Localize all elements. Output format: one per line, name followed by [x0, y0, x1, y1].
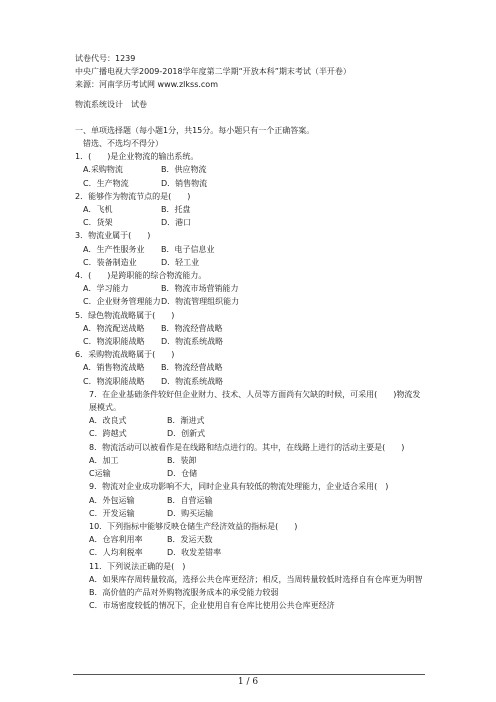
option: A．学习能力: [83, 284, 129, 294]
question-options: [75, 427, 425, 440]
question-options: [75, 494, 425, 507]
option: D．购买运输: [167, 508, 214, 518]
question-stem: 1．( )是企业物流的输出系统。: [75, 152, 199, 162]
page-number: 1 / 6: [237, 677, 259, 687]
section-heading: 一、单项选择题（每小题1分，共15分。每小题只有一个正确答案。: [75, 125, 315, 135]
question-options: [75, 507, 425, 520]
option: B．物流市场营销能力: [161, 284, 239, 294]
option: C运输: [89, 469, 111, 479]
option: C．物流职能战略: [83, 337, 145, 347]
option: B．发运天数: [167, 535, 213, 545]
option: B．物流经营战略: [161, 363, 223, 373]
question-stem: 7．在企业基础条件较好但企业财力、技术、人员等方面尚有欠缺的时候，可采用( )物流发展模式。: [89, 389, 421, 413]
question-options: [75, 375, 425, 388]
question-options: [75, 533, 425, 546]
question-stem: 8．物流活动可以被看作是在线路和结点进行的。其中，在线路上进行的活动主要是( ): [89, 442, 405, 452]
option: C．企业财务管理能力: [83, 297, 161, 307]
option: D．物流管理组织能力: [161, 297, 240, 307]
option: B．电子信息业: [161, 244, 215, 254]
option: D．创新式: [167, 429, 206, 439]
question-options: [75, 163, 425, 176]
question-stem: 10．下列指标中能够反映仓储生产经济效益的指标是( ): [89, 521, 298, 531]
option: D．销售物流: [161, 178, 208, 188]
exam-source: 来源：河南学历考试网 www.zlkss.com: [75, 80, 218, 90]
option: C．市场密度较低的情况下，企业使用自有仓库比使用公共仓库更经济: [89, 601, 335, 611]
option: D．轻工业: [161, 257, 200, 267]
option: C．货架: [83, 218, 113, 228]
option: B．托盘: [161, 205, 191, 215]
question-options: [75, 203, 425, 216]
question-options: [75, 256, 425, 269]
question-options: [75, 546, 425, 559]
option: D．收发差错率: [167, 548, 222, 558]
question-options: [75, 335, 425, 348]
question-options: [75, 282, 425, 295]
option: B．物流经营战略: [161, 323, 223, 333]
option: C．人均利税率: [89, 548, 143, 558]
question-options: [75, 295, 425, 308]
option: A．生产性服务业: [83, 244, 145, 254]
question-options: [75, 243, 425, 256]
option: A．飞机: [83, 205, 113, 215]
option: C．开发运输: [89, 508, 135, 518]
option: C．生产物流: [83, 178, 129, 188]
option: D．仓储: [167, 469, 198, 479]
option: A．仓容利用率: [89, 535, 143, 545]
question-stem: 9．物流对企业成功影响不大，同时企业具有较低的物流处理能力，企业适合采用( ): [89, 482, 389, 492]
question-options: [75, 322, 425, 335]
option: A．如果库存周转量较高，选择公共仓库更经济；相反，当周转量较低时选择自有仓库更为明智: [89, 574, 423, 584]
question-options: [75, 177, 425, 190]
option: C．装备制造业: [83, 257, 137, 267]
option: D．港口: [161, 218, 192, 228]
option: B．供应物流: [161, 165, 207, 175]
option: B．自营运输: [167, 495, 213, 505]
question-stem: 3．物流业属于( ): [75, 231, 151, 241]
question-options: [75, 361, 425, 374]
option: C．跨越式: [89, 429, 127, 439]
question-stem: 5．绿色物流战略属于( ): [75, 310, 175, 320]
question-options: [75, 216, 425, 229]
exam-code: 试卷代号：1239: [75, 54, 136, 63]
question-stem: 11．下列说法正确的是( ): [89, 561, 186, 571]
exam-subject: 物流系统设计 试卷: [75, 99, 147, 109]
option: A．加工: [89, 455, 119, 465]
option: C．物流职能战略: [83, 376, 145, 386]
option: B．渐进式: [167, 416, 205, 426]
section-note: 错选、不选均不得分）: [83, 139, 163, 149]
option: B．高价值的产品对外购物流服务成本的承受能力较弱: [89, 587, 279, 597]
option: A．销售物流战略: [83, 363, 145, 373]
option: B．装卸: [167, 455, 197, 465]
exam-title: 中央广播电视大学2009-2018学年度第二学期“开放本科”期末考试（半开卷）: [75, 67, 351, 77]
document-body: [75, 52, 425, 612]
footer-divider: [73, 674, 425, 675]
question-stem: 4．( )是跨职能的综合物流能力。: [75, 271, 207, 281]
question-options: [75, 467, 425, 480]
question-stem: 6．采购物流战略属于( ): [75, 350, 175, 360]
option: D．物流系统战略: [161, 337, 224, 347]
question-options: [75, 414, 425, 427]
question-options: [75, 454, 425, 467]
option: A．物流配送战略: [83, 323, 145, 333]
question-stem: 2．能够作为物流节点的是( ): [75, 191, 191, 201]
option: A．改良式: [89, 416, 127, 426]
option: A．外包运输: [89, 495, 135, 505]
option: A.采购物流: [83, 165, 123, 175]
option: D．物流系统战略: [161, 376, 224, 386]
